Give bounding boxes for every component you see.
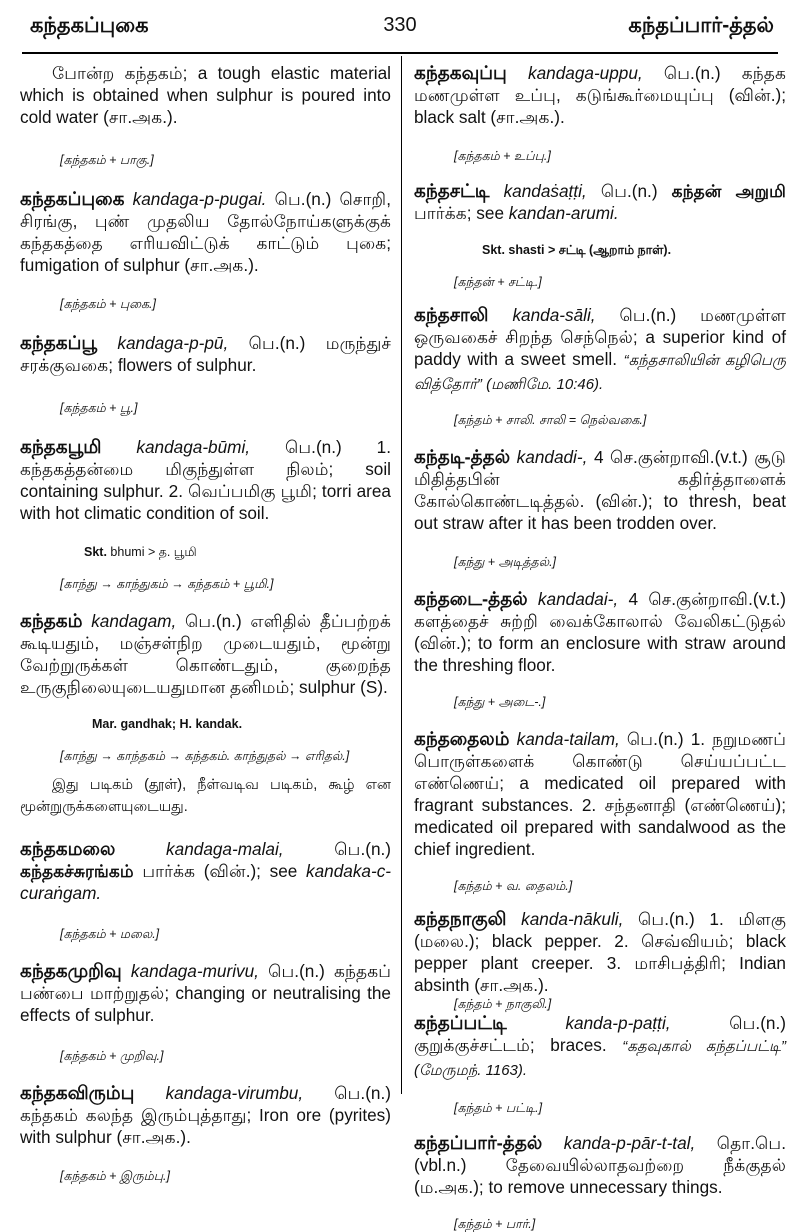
transliteration: kandagam, <box>91 611 177 631</box>
page-number: 330 <box>383 14 417 36</box>
header-left-word: கந்தகப்புகை <box>30 14 149 37</box>
etymology: [கந்தகம் + மலை.] <box>60 927 160 941</box>
headword: கந்தகப்புகை <box>20 188 125 209</box>
note: இது படிகம் (தூள்), நீள்வடிவ படிகம், கூழ் என மூன்றுருக்களையுடையது. <box>20 777 391 815</box>
definition: பெ.(n.) சொறி, சிரங்கு, புண் முதலிய தோல்நோய்களுக்குக் கந்தகத்தை எரியவிட்டுக் காட்டும் புகை; fumigation of sulphur (சா.அக.). <box>20 189 391 275</box>
headword: கந்தப்பார்-த்தல் <box>414 1132 543 1153</box>
headword: கந்ததைலம் <box>414 728 510 749</box>
headword: கந்தகம் <box>20 610 83 631</box>
headword: கந்தடை-த்தல் <box>414 588 528 609</box>
entry <box>414 180 786 224</box>
etymology: [கந்தம் + பட்டி.] <box>454 1101 543 1115</box>
citation: “கதவுகால் கந்தப்பட்டி” (மேருமந். 1163). <box>414 1038 786 1079</box>
etymology: [கந்தம் + சாலி. சாலி = நெல்வகை.] <box>454 413 647 427</box>
entry <box>414 446 786 534</box>
header-right-word: கந்தப்பார்-த்தல் <box>628 14 774 37</box>
headword: கந்தகவுப்பு <box>414 62 507 83</box>
etymology: [கந்தகம் + பாகு.] <box>60 153 154 167</box>
definition: 4 செ.குன்றாவி.(v.t.) சூடு மிதித்தபின் கதிர்த்தாளைக் கோல்கொண்டடித்தல். (வின்.); to thresh, beat out straw after it has been trodden over. <box>414 447 787 533</box>
etymology: [கந்தகம் + பூ.] <box>60 401 138 415</box>
entry <box>20 436 391 524</box>
etymology: [கந்தம் + பார்.] <box>454 1217 536 1231</box>
transliteration: kandaṡaṭṭi, <box>503 181 587 201</box>
entry <box>20 610 391 698</box>
cross-reference: கந்தன் அறுமி <box>671 181 787 201</box>
headword: கந்தகமுறிவு <box>20 960 122 981</box>
headword: கந்தசட்டி <box>414 180 490 201</box>
definition: பெ.(n.) 1. மிளகு (மலை.); black pepper. 2. செவ்வியம்; black pepper plant creeper. 3. மாசிபத்திரி; Indian absinth (சா.அக.). <box>414 909 786 995</box>
reference-transliteration: kandan-arumi. <box>508 203 619 223</box>
transliteration: kandaga-malai, <box>166 839 284 859</box>
definition: பெ.(n.) கந்தகப் பண்பை மாற்றுதல்; changing or neutralising the effects of sulphur. <box>20 961 392 1025</box>
citation: “கந்தசாலியின் கழிபெரு வித்தோர்” (மணிமே. 10:46). <box>414 352 786 393</box>
transliteration: kandaga-uppu, <box>528 63 643 83</box>
definition: பெ.(n.) எளிதில் தீப்பற்றக் கூடியதும், மஞ்சள்நிற முடையதும், மூன்று வேற்றுருக்கள் கொண்டதும், குறைந்த உருகுநிலையுடையதுமான தனிமம்; sulphur (S). <box>20 611 391 697</box>
etymology: [கந்தகம் + புகை.] <box>60 297 157 311</box>
headword: கந்தகப்பூ <box>20 332 97 353</box>
headword: கந்தநாகுலி <box>414 908 507 929</box>
entry <box>414 62 786 128</box>
entry <box>414 728 786 860</box>
entry <box>20 960 391 1026</box>
etymology: [கந்தகம் + உப்பு.] <box>454 149 551 163</box>
transliteration: kandaga-p-pugai. <box>132 189 267 209</box>
column-divider <box>401 56 402 1094</box>
right-column <box>414 56 786 1232</box>
continued-text: போன்ற கந்தகம்; a tough elastic material which is obtained when sulphur is poured into cold water (சா.அக.). <box>20 63 391 127</box>
etymology: [கந்தன் + சட்டி.] <box>454 275 542 289</box>
definition: பெ.(n.) <box>334 839 392 859</box>
headword: கந்தகபூமி <box>20 436 102 457</box>
transliteration: kanda-nākuli, <box>521 909 624 929</box>
transliteration: kandaga-būmi, <box>136 437 251 457</box>
transliteration: kandadai-, <box>537 589 619 609</box>
cognate: Mar. gandhak; H. kandak. <box>92 717 243 731</box>
cross-reference: கந்தகச்சுரங்கம் <box>20 861 134 881</box>
transliteration: kandaga-p-pū, <box>117 333 229 353</box>
entry <box>20 838 391 904</box>
transliteration: kanda-sāli, <box>512 305 596 325</box>
cognate <box>84 544 391 560</box>
entry <box>20 188 391 276</box>
entry <box>20 332 391 376</box>
entry <box>20 1082 391 1148</box>
etymology: [காந்து → காந்துகம் → கந்தகம் + பூமி.] <box>60 577 274 591</box>
etymology: [கந்து + அடித்தல்.] <box>454 555 557 569</box>
headword: கந்தகவிரும்பு <box>20 1082 135 1103</box>
entry <box>414 1012 786 1082</box>
headword: கந்தப்பட்டி <box>414 1012 507 1033</box>
transliteration: kandaga-murivu, <box>130 961 259 981</box>
left-column <box>20 56 391 1184</box>
entry <box>414 304 786 396</box>
transliteration: kandaga-virumbu, <box>165 1083 304 1103</box>
definition: பார்க்க; see <box>414 203 504 223</box>
entry <box>414 908 786 996</box>
headword: கந்தடி-த்தல் <box>414 446 511 467</box>
definition: பெ.(n.) 1. கந்தகத்தன்மை மிகுந்துள்ள நிலம்; soil containing sulphur. 2. வெப்பமிகு பூமி; torri area with hot climatic condition of soil. <box>20 437 391 523</box>
etymology: [காந்து → காந்தகம் → கந்தகம். காந்துதல் → எரிதல்.] <box>60 749 350 763</box>
etymology: [கந்தகம் + இரும்பு.] <box>60 1169 170 1183</box>
definition: பெ.(n.) மருந்துச் சரக்குவகை; flowers of sulphur. <box>20 333 391 375</box>
definition: பெ.(n.) <box>600 181 658 201</box>
transliteration: kanda-tailam, <box>516 729 620 749</box>
etymology: [கந்தம் + வ. தைலம்.] <box>454 879 573 893</box>
definition: பெ.(n.) கந்தகம் கலந்த இரும்புத்தாது; Iron ore (pyrites) with sulphur (சா.அக.). <box>20 1083 391 1147</box>
definition: பெ.(n.) 1. நறுமணப் பொருள்களைக் கொண்டு செய்யப்பட்ட எண்ணெய்; a medicated oil prepared with fragrant substances. 2. சந்தனாதி (எண்ணெய்); medicated oil prepared with sandalwood as the chief ingredient. <box>414 729 786 859</box>
transliteration: kanda-p-paṭṭi, <box>565 1013 671 1033</box>
cognate-label: Skt. <box>84 545 107 559</box>
reference-transliteration: kandaka-c-curaṅgam. <box>20 861 392 903</box>
etymology: [கந்தகம் + முறிவு.] <box>60 1049 164 1063</box>
cognate-text: bhumi > த. பூமி <box>110 545 197 559</box>
headword: கந்தகமலை <box>20 838 116 859</box>
definition: 4 செ.குன்றாவி.(v.t.) களத்தைச் சுற்றி வைக்கோலால் வேலிகட்டுதல் (வின்.); to form an enclosure with straw around the threshing floor. <box>414 589 786 675</box>
entry <box>414 588 786 676</box>
transliteration: kandadi-, <box>516 447 588 467</box>
etymology: [கந்து + அடை-.] <box>454 695 546 709</box>
definition: தொ.பெ. (vbl.n.) தேவையில்லாதவற்றை நீக்குதல் (ம.அக.); to remove unnecessary things. <box>414 1133 786 1197</box>
definition: பெ.(n.) குறுக்குச்சட்டம்; braces. <box>414 1013 786 1055</box>
transliteration: kanda-p-pār-t-tal, <box>563 1133 696 1153</box>
definition: பெ.(n.) கந்தக மணமுள்ள உப்பு, கடுங்கூர்மையுப்பு (வின்.); black salt (சா.அக.). <box>414 63 787 127</box>
entry <box>414 1132 786 1198</box>
definition: பார்க்க (வின்.); see <box>142 861 298 881</box>
etymology: [கந்தம் + நாகுலி.] <box>454 997 552 1011</box>
definition: பெ.(n.) மணமுள்ள ஒருவகைச் சிறந்த செந்நெல்; a superior kind of paddy with a sweet smell. <box>414 305 786 369</box>
headword: கந்தசாலி <box>414 304 489 325</box>
page-header <box>22 8 778 54</box>
cognate: Skt. shasti > சட்டி (ஆறாம் நாள்). <box>482 243 672 257</box>
